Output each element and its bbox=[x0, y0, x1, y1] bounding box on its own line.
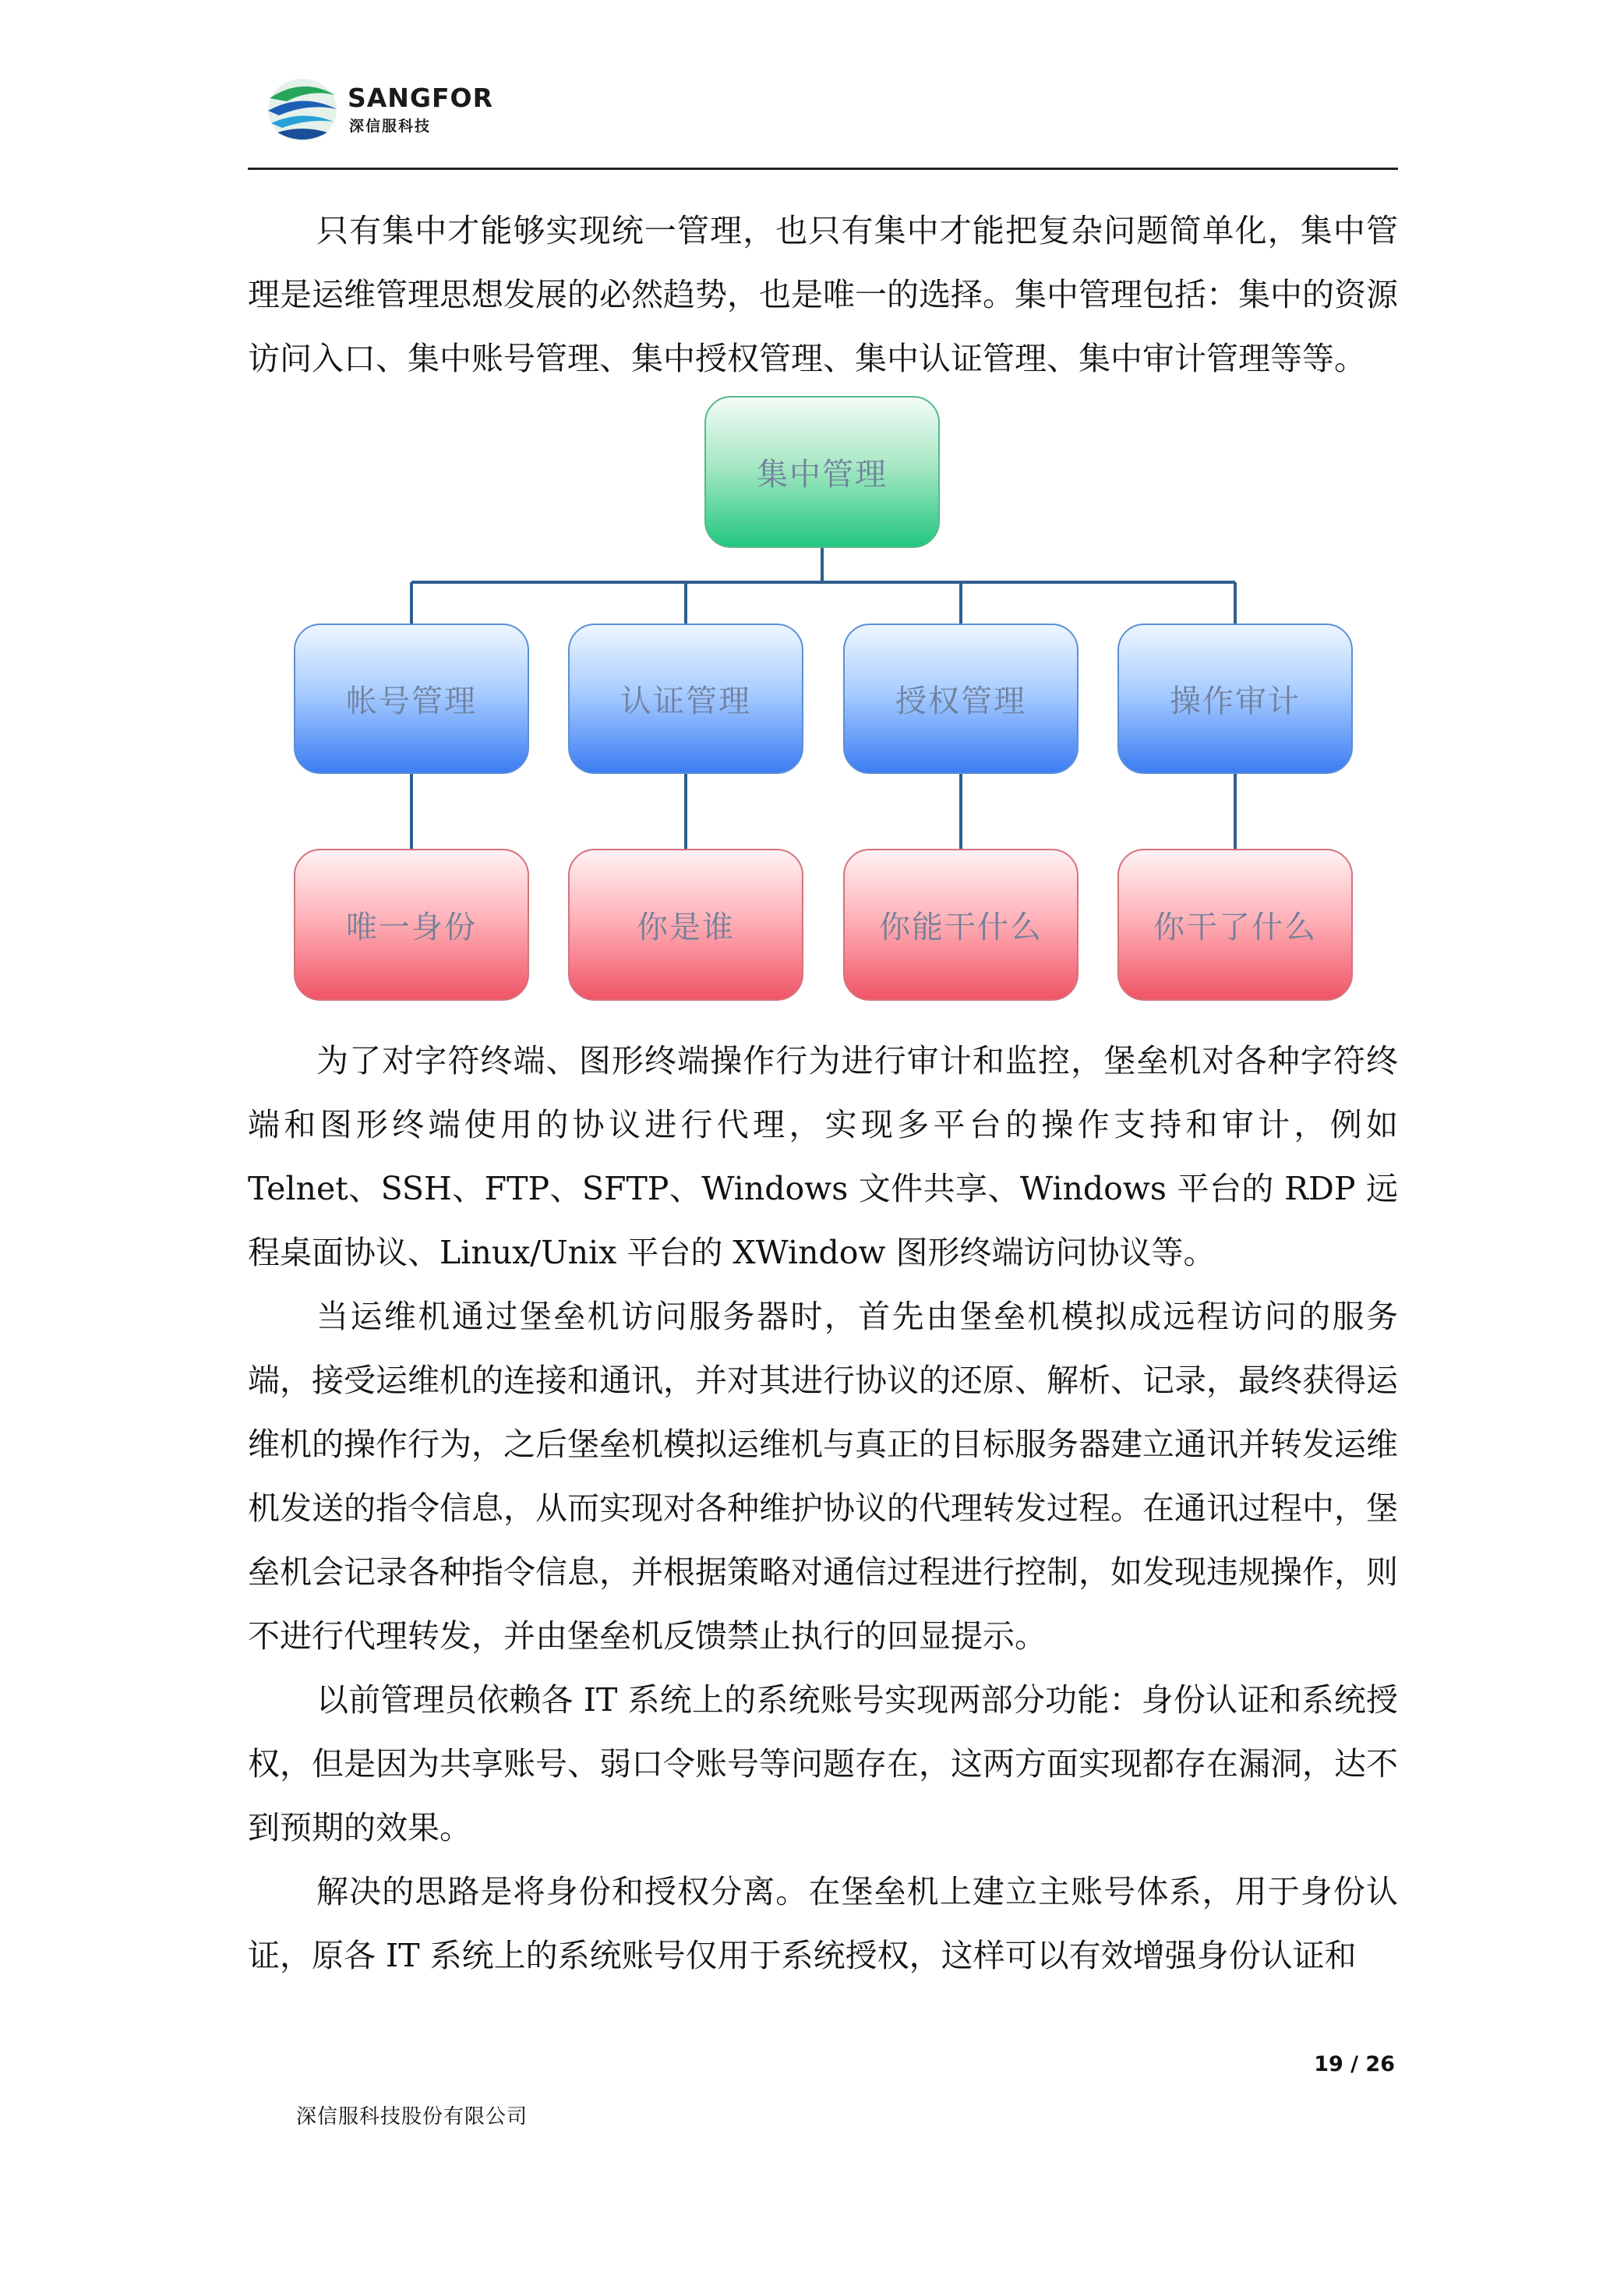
paragraph-legacy-accounts: 以前管理员依赖各 IT 系统上的系统账号实现两部分功能：身份认证和系统授权，但是因为共享账号、弱口令账号等问题存在，这两方面实现都存在漏洞，达不到预期的效果。 bbox=[248, 1681, 1398, 1846]
centralized-management-diagram bbox=[288, 394, 1364, 1009]
node-authentication-management: 认证管理 bbox=[568, 624, 803, 774]
node-account-management: 帐号管理 bbox=[294, 624, 529, 774]
node-authorization-management: 授权管理 bbox=[843, 624, 1079, 774]
brand-name: SANGFOR bbox=[348, 83, 494, 113]
sangfor-logo-icon bbox=[263, 75, 341, 145]
node-unique-identity: 唯一身份 bbox=[294, 849, 529, 1001]
paragraph-solution: 解决的思路是将身份和授权分离。在堡垒机上建立主账号体系，用于身份认证，原各 IT 系统上的系统账号仅用于系统授权，这样可以有效增强身份认证和 bbox=[248, 1873, 1398, 1974]
node-operation-audit: 操作审计 bbox=[1117, 624, 1353, 774]
node-what-did-you-do: 你干了什么 bbox=[1117, 849, 1353, 1001]
header-divider bbox=[248, 168, 1398, 170]
node-who-are-you: 你是谁 bbox=[568, 849, 803, 1001]
node-what-can-you-do: 你能干什么 bbox=[843, 849, 1079, 1001]
footer-company-name: 深信服科技股份有限公司 bbox=[296, 2105, 528, 2129]
brand-subtitle: 深信服科技 bbox=[349, 118, 432, 135]
paragraph-centralized-management: 只有集中才能够实现统一管理，也只有集中才能把复杂问题简单化，集中管理是运维管理思想发展的必然趋势，也是唯一的选择。集中管理包括：集中的资源访问入口、集中账号管理、集中授权管理、集中认证管理、集中审计管理等等。 bbox=[248, 212, 1398, 377]
paragraph-access-flow: 当运维机通过堡垒机访问服务器时，首先由堡垒机模拟成远程访问的服务端，接受运维机的连接和通讯，并对其进行协议的还原、解析、记录，最终获得运维机的操作行为，之后堡垒机模拟运维机与真正的目标服务器建立通讯并转发运维机发送的指令信息，从而实现对各种维护协议的代理转发过程。在通讯过程中，堡垒机会记录各种指令信息，并根据策略对通信过程进行控制，如发现违规操作，则不进行代理转发，并由堡垒机反馈禁止执行的回显提示。 bbox=[248, 1298, 1398, 1655]
paragraph-protocol-proxy: 为了对字符终端、图形终端操作行为进行审计和监控，堡垒机对各种字符终端和图形终端使用的协议进行代理，实现多平台的操作支持和审计，例如 Telnet、SSH、FTP、SFTP、Windows 文件共享、Windows 平台的 RDP 远程桌面协议、Linux/Unix 平台的 XWindow 图形终端访问协议等。 bbox=[248, 1042, 1398, 1271]
node-centralized-management: 集中管理 bbox=[704, 396, 940, 548]
page-number: 19 / 26 bbox=[1314, 2052, 1395, 2076]
